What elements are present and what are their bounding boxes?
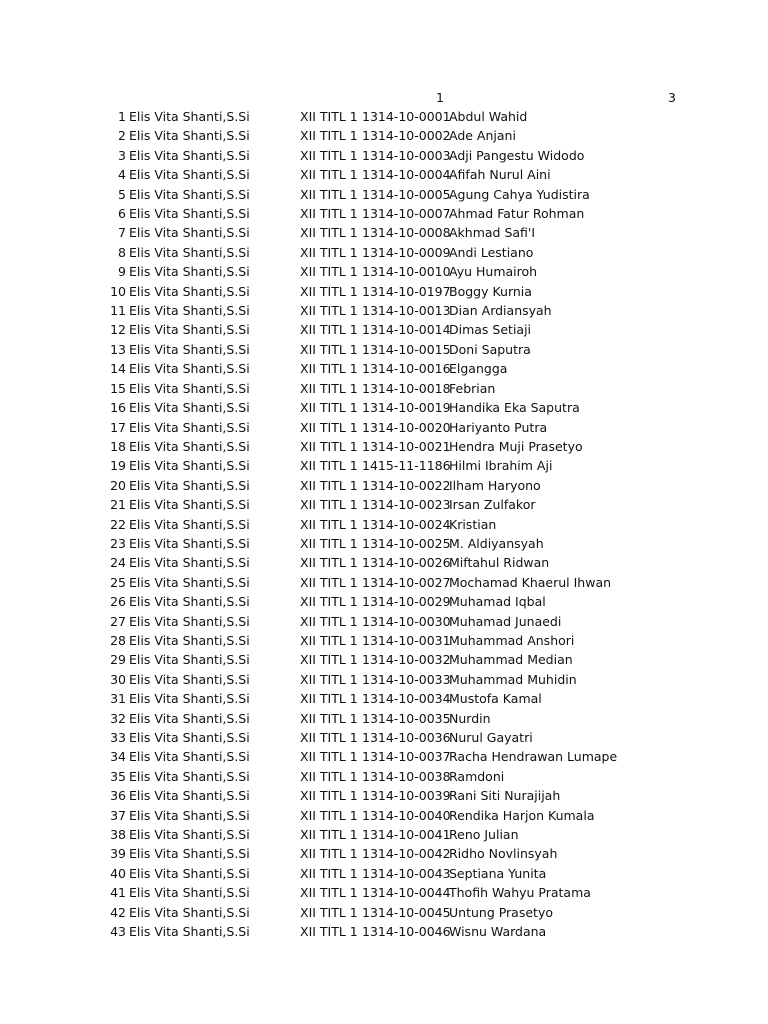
teacher-name: Elis Vita Shanti,S.Si [129,730,250,745]
student-name: Dimas Setiaji [449,322,532,338]
teacher-name: Elis Vita Shanti,S.Si [129,244,250,260]
class-name: XII TITL 1 [300,322,358,338]
student-name: Irsan Zulfakor [449,497,536,513]
student-id: 1314-10-0044 [362,885,451,901]
student-id: 1314-10-0031 [362,632,451,648]
student-id: 1314-10-0016 [362,361,451,377]
table-row [0,767,768,786]
student-name: Elgangga [449,361,508,377]
teacher-name: Elis Vita Shanti,S.Si [129,710,250,726]
table-row [0,573,768,592]
student-id: 1314-10-0013 [362,303,451,319]
student-name: Muhammad Muhidin [449,671,577,687]
student-id: 1314-10-0025 [362,535,451,551]
table-row [0,495,768,514]
teacher-name: Elis Vita Shanti,S.Si [129,749,250,765]
student-name: Akhmad Safi'I [449,225,536,241]
row-number: 5 [118,186,126,202]
table-row [0,107,768,126]
student-name: Rani Siti Nurajijah [449,788,561,804]
class-name: XII TITL 1 [300,865,358,881]
class-name: XII TITL 1 [300,283,358,299]
class-name: XII TITL 1 [300,535,358,551]
teacher-name: Elis Vita Shanti,S.Si [129,555,250,571]
student-id: 1314-10-0027 [362,574,451,590]
student-name: Adji Pangestu Widodo [449,147,585,163]
student-id: 1314-10-0043 [362,865,451,881]
class-name: XII TITL 1 [300,749,358,765]
student-id: 1314-10-0020 [362,419,451,435]
student-name: Muhamad Iqbal [449,594,546,610]
table-row [0,437,768,456]
row-number: 22 [110,516,126,532]
teacher-name: Elis Vita Shanti,S.Si [129,264,250,280]
row-number: 41 [110,885,126,901]
student-name: Andi Lestiano [449,244,534,260]
teacher-name: Elis Vita Shanti,S.Si [129,477,250,493]
row-number: 13 [110,341,126,357]
row-number: 1 [118,109,126,124]
student-id: 1314-10-0023 [362,497,451,513]
student-name: Septiana Yunita [449,865,547,881]
teacher-name: Elis Vita Shanti,S.Si [129,904,250,920]
student-name: Ade Anjani [449,128,516,144]
student-id: 1314-10-0004 [362,167,451,183]
table-row [0,670,768,689]
row-number: 25 [110,574,126,590]
student-id: 1314-10-0024 [362,516,451,532]
teacher-name: Elis Vita Shanti,S.Si [129,167,250,183]
row-number: 26 [110,594,126,610]
student-id: 1314-10-0010 [362,264,451,280]
table-row [0,476,768,495]
student-list [0,107,768,941]
row-number: 17 [110,419,126,435]
row-number: 32 [110,710,126,726]
table-row [0,282,768,301]
student-id: 1314-10-0032 [362,652,451,668]
student-name: Doni Saputra [449,341,531,357]
class-name: XII TITL 1 [300,438,358,454]
student-name: Reno Julian [449,827,519,843]
teacher-name: Elis Vita Shanti,S.Si [129,613,250,629]
row-number: 6 [118,206,126,222]
teacher-name: Elis Vita Shanti,S.Si [129,186,250,202]
row-number: 31 [110,691,126,707]
student-name: Rendika Harjon Kumala [449,807,595,823]
student-name: Thofih Wahyu Pratama [449,885,591,901]
row-number: 9 [118,264,126,280]
teacher-name: Elis Vita Shanti,S.Si [129,594,250,610]
student-id: 1314-10-0045 [362,904,451,920]
table-row [0,262,768,281]
student-id: 1314-10-0014 [362,322,451,338]
row-number: 27 [110,613,126,629]
table-row [0,418,768,437]
student-name: Febrian [449,380,496,396]
row-number: 42 [110,904,126,920]
row-number: 10 [110,283,126,299]
class-name: XII TITL 1 [300,924,358,940]
student-name: Boggy Kurnia [449,283,532,299]
class-name: XII TITL 1 [300,652,358,668]
student-id: 1314-10-0008 [362,225,451,241]
class-name: XII TITL 1 [300,380,358,396]
class-name: XII TITL 1 [300,885,358,901]
table-row [0,650,768,669]
student-name: Kristian [449,516,497,532]
student-id: 1314-10-0002 [362,128,451,144]
table-row [0,379,768,398]
teacher-name: Elis Vita Shanti,S.Si [129,924,250,940]
student-id: 1314-10-0042 [362,846,451,862]
class-name: XII TITL 1 [300,167,358,183]
student-id: 1314-10-0040 [362,807,451,823]
class-name: XII TITL 1 [300,303,358,319]
row-number: 33 [110,730,126,745]
student-id: 1314-10-0005 [362,186,451,202]
class-name: XII TITL 1 [300,827,358,843]
student-name: Ayu Humairoh [449,264,538,280]
table-row [0,844,768,863]
class-name: XII TITL 1 [300,691,358,707]
table-row [0,534,768,553]
table-row [0,592,768,611]
student-name: Nurul Gayatri [449,730,533,745]
row-number: 4 [118,167,126,183]
student-name: Ahmad Fatur Rohman [449,206,585,222]
class-name: XII TITL 1 [300,458,358,474]
table-row [0,146,768,165]
row-number: 18 [110,438,126,454]
row-number: 39 [110,846,126,862]
teacher-name: Elis Vita Shanti,S.Si [129,632,250,648]
student-id: 1314-10-0003 [362,147,451,163]
class-name: XII TITL 1 [300,807,358,823]
class-name: XII TITL 1 [300,846,358,862]
class-name: XII TITL 1 [300,788,358,804]
table-row [0,398,768,417]
student-id: 1415-11-1186 [362,458,451,474]
row-number: 20 [110,477,126,493]
student-id: 1314-10-0021 [362,438,451,454]
student-name: Abdul Wahid [449,109,528,124]
row-number: 38 [110,827,126,843]
teacher-name: Elis Vita Shanti,S.Si [129,865,250,881]
student-name: Untung Prasetyo [449,904,553,920]
table-row [0,864,768,883]
teacher-name: Elis Vita Shanti,S.Si [129,691,250,707]
class-name: XII TITL 1 [300,768,358,784]
row-number: 12 [110,322,126,338]
student-id: 1314-10-0001 [362,109,451,124]
teacher-name: Elis Vita Shanti,S.Si [129,341,250,357]
teacher-name: Elis Vita Shanti,S.Si [129,419,250,435]
class-name: XII TITL 1 [300,555,358,571]
student-name: Ridho Novlinsyah [449,846,558,862]
table-row [0,922,768,941]
student-name: Nurdin [449,710,491,726]
class-name: XII TITL 1 [300,594,358,610]
class-name: XII TITL 1 [300,264,358,280]
teacher-name: Elis Vita Shanti,S.Si [129,147,250,163]
table-row [0,553,768,572]
table-row [0,747,768,766]
student-name: Hilmi Ibrahim Aji [449,458,553,474]
student-id: 1314-10-0037 [362,749,451,765]
class-name: XII TITL 1 [300,497,358,513]
class-name: XII TITL 1 [300,225,358,241]
teacher-name: Elis Vita Shanti,S.Si [129,885,250,901]
table-row [0,903,768,922]
student-id: 1314-10-0038 [362,768,451,784]
class-name: XII TITL 1 [300,128,358,144]
table-row [0,301,768,320]
teacher-name: Elis Vita Shanti,S.Si [129,303,250,319]
row-number: 36 [110,788,126,804]
teacher-name: Elis Vita Shanti,S.Si [129,380,250,396]
teacher-name: Elis Vita Shanti,S.Si [129,361,250,377]
table-row [0,825,768,844]
row-number: 34 [110,749,126,765]
class-name: XII TITL 1 [300,244,358,260]
class-name: XII TITL 1 [300,341,358,357]
table-row [0,806,768,825]
student-id: 1314-10-0019 [362,400,451,416]
student-id: 1314-10-0036 [362,730,451,745]
table-row [0,165,768,184]
student-name: Agung Cahya Yudistira [449,186,590,202]
student-id: 1314-10-0022 [362,477,451,493]
teacher-name: Elis Vita Shanti,S.Si [129,788,250,804]
class-name: XII TITL 1 [300,186,358,202]
student-id: 1314-10-0034 [362,691,451,707]
class-name: XII TITL 1 [300,361,358,377]
teacher-name: Elis Vita Shanti,S.Si [129,768,250,784]
row-number: 23 [110,535,126,551]
row-number: 19 [110,458,126,474]
row-number: 15 [110,380,126,396]
table-row [0,456,768,475]
class-name: XII TITL 1 [300,516,358,532]
row-number: 2 [118,128,126,144]
table-row [0,728,768,747]
row-number: 29 [110,652,126,668]
teacher-name: Elis Vita Shanti,S.Si [129,109,250,124]
row-number: 40 [110,865,126,881]
teacher-name: Elis Vita Shanti,S.Si [129,283,250,299]
row-number: 43 [110,924,126,940]
table-row [0,359,768,378]
teacher-name: Elis Vita Shanti,S.Si [129,128,250,144]
student-name: Miftahul Ridwan [449,555,550,571]
row-number: 8 [118,244,126,260]
table-row [0,612,768,631]
class-name: XII TITL 1 [300,477,358,493]
student-id: 1314-10-0033 [362,671,451,687]
student-id: 1314-10-0026 [362,555,451,571]
class-name: XII TITL 1 [300,710,358,726]
row-number: 14 [110,361,126,377]
row-number: 35 [110,768,126,784]
student-id: 1314-10-0046 [362,924,451,940]
teacher-name: Elis Vita Shanti,S.Si [129,225,250,241]
class-name: XII TITL 1 [300,574,358,590]
teacher-name: Elis Vita Shanti,S.Si [129,535,250,551]
student-name: Muhammad Median [449,652,573,668]
class-name: XII TITL 1 [300,400,358,416]
student-name: Handika Eka Saputra [449,400,580,416]
row-number: 28 [110,632,126,648]
student-id: 1314-10-0197 [362,283,451,299]
class-name: XII TITL 1 [300,419,358,435]
table-row [0,709,768,728]
class-name: XII TITL 1 [300,613,358,629]
student-id: 1314-10-0009 [362,244,451,260]
teacher-name: Elis Vita Shanti,S.Si [129,497,250,513]
student-id: 1314-10-0007 [362,206,451,222]
column-header-1: 1 [436,90,444,105]
student-name: Mochamad Khaerul Ihwan [449,574,612,590]
student-id: 1314-10-0029 [362,594,451,610]
student-id: 1314-10-0015 [362,341,451,357]
student-name: M. Aldiyansyah [449,535,544,551]
class-name: XII TITL 1 [300,671,358,687]
teacher-name: Elis Vita Shanti,S.Si [129,846,250,862]
class-name: XII TITL 1 [300,147,358,163]
row-number: 24 [110,555,126,571]
teacher-name: Elis Vita Shanti,S.Si [129,322,250,338]
teacher-name: Elis Vita Shanti,S.Si [129,671,250,687]
teacher-name: Elis Vita Shanti,S.Si [129,652,250,668]
class-name: XII TITL 1 [300,206,358,222]
student-name: Wisnu Wardana [449,924,547,940]
student-name: Muhammad Anshori [449,632,575,648]
student-name: Dian Ardiansyah [449,303,552,319]
class-name: XII TITL 1 [300,109,358,124]
table-row [0,631,768,650]
table-row [0,786,768,805]
teacher-name: Elis Vita Shanti,S.Si [129,827,250,843]
teacher-name: Elis Vita Shanti,S.Si [129,574,250,590]
teacher-name: Elis Vita Shanti,S.Si [129,206,250,222]
teacher-name: Elis Vita Shanti,S.Si [129,400,250,416]
column-header-3: 3 [668,90,676,105]
student-id: 1314-10-0030 [362,613,451,629]
student-id: 1314-10-0035 [362,710,451,726]
row-number: 30 [110,671,126,687]
table-row [0,223,768,242]
student-id: 1314-10-0041 [362,827,451,843]
row-number: 7 [118,225,126,241]
table-row [0,340,768,359]
table-row [0,243,768,262]
student-name: Mustofa Kamal [449,691,542,707]
student-name: Muhamad Junaedi [449,613,562,629]
teacher-name: Elis Vita Shanti,S.Si [129,438,250,454]
class-name: XII TITL 1 [300,904,358,920]
teacher-name: Elis Vita Shanti,S.Si [129,807,250,823]
class-name: XII TITL 1 [300,730,358,745]
student-name: Ilham Haryono [449,477,541,493]
student-name: Ramdoni [449,768,505,784]
row-number: 3 [118,147,126,163]
table-row [0,126,768,145]
table-row [0,515,768,534]
row-number: 37 [110,807,126,823]
student-name: Hariyanto Putra [449,419,548,435]
table-row [0,185,768,204]
row-number: 21 [110,497,126,513]
table-row [0,204,768,223]
table-row [0,689,768,708]
student-name: Afifah Nurul Aini [449,167,551,183]
class-name: XII TITL 1 [300,632,358,648]
student-name: Racha Hendrawan Lumape [449,749,618,765]
student-id: 1314-10-0039 [362,788,451,804]
teacher-name: Elis Vita Shanti,S.Si [129,458,250,474]
row-number: 11 [110,303,126,319]
student-name: Hendra Muji Prasetyo [449,438,583,454]
table-row [0,883,768,902]
table-row [0,320,768,339]
student-id: 1314-10-0018 [362,380,451,396]
teacher-name: Elis Vita Shanti,S.Si [129,516,250,532]
row-number: 16 [110,400,126,416]
